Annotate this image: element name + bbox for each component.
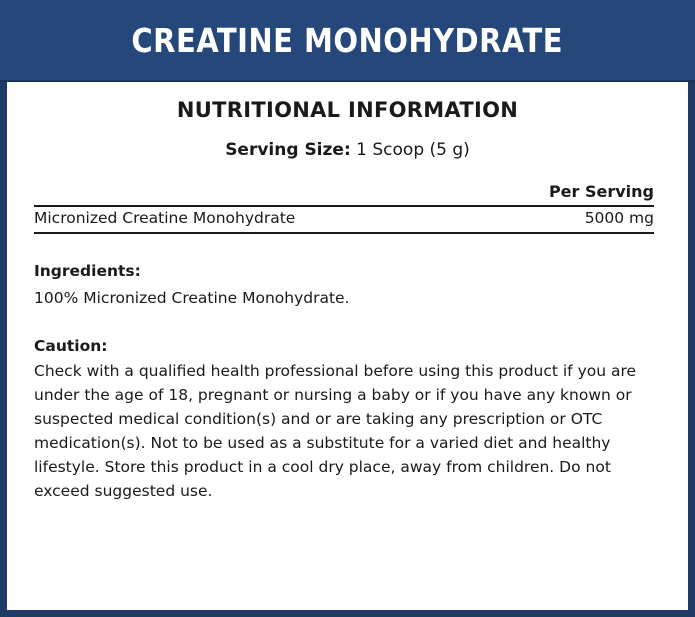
table-top-rule xyxy=(34,205,654,207)
product-title: CREATINE MONOHYDRATE xyxy=(131,20,564,60)
table-bottom-rule xyxy=(34,232,654,234)
caution-text: Check with a qualified health professional before using this product if you are under the age of 18, pregnant or nursing a baby or if you have any known or suspected medical condition(s) and or are taking any prescription or OTC medication(s). Not to be used as a substitute for a varied diet and healthy lifestyle. Store this product in a cool dry place, away from children. Do not exceed suggested use. xyxy=(34,362,637,500)
nutrition-title: NUTRITIONAL INFORMATION xyxy=(176,98,519,122)
nutrition-row xyxy=(34,209,654,227)
serving-size xyxy=(7,140,688,160)
serving-size-label: Serving Size: xyxy=(225,140,351,160)
caution-label: Caution: xyxy=(34,337,108,355)
product-header xyxy=(0,0,695,82)
nutrient-name: Micronized Creatine Monohydrate xyxy=(34,209,296,227)
serving-size-value: 1 Scoop (5 g) xyxy=(356,140,470,160)
nutrient-amount: 5000 mg xyxy=(584,209,654,227)
ingredients-label: Ingredients: xyxy=(34,262,141,280)
per-serving-header: Per Serving xyxy=(548,182,654,201)
ingredients-text: 100% Micronized Creatine Monohydrate. xyxy=(34,289,350,307)
